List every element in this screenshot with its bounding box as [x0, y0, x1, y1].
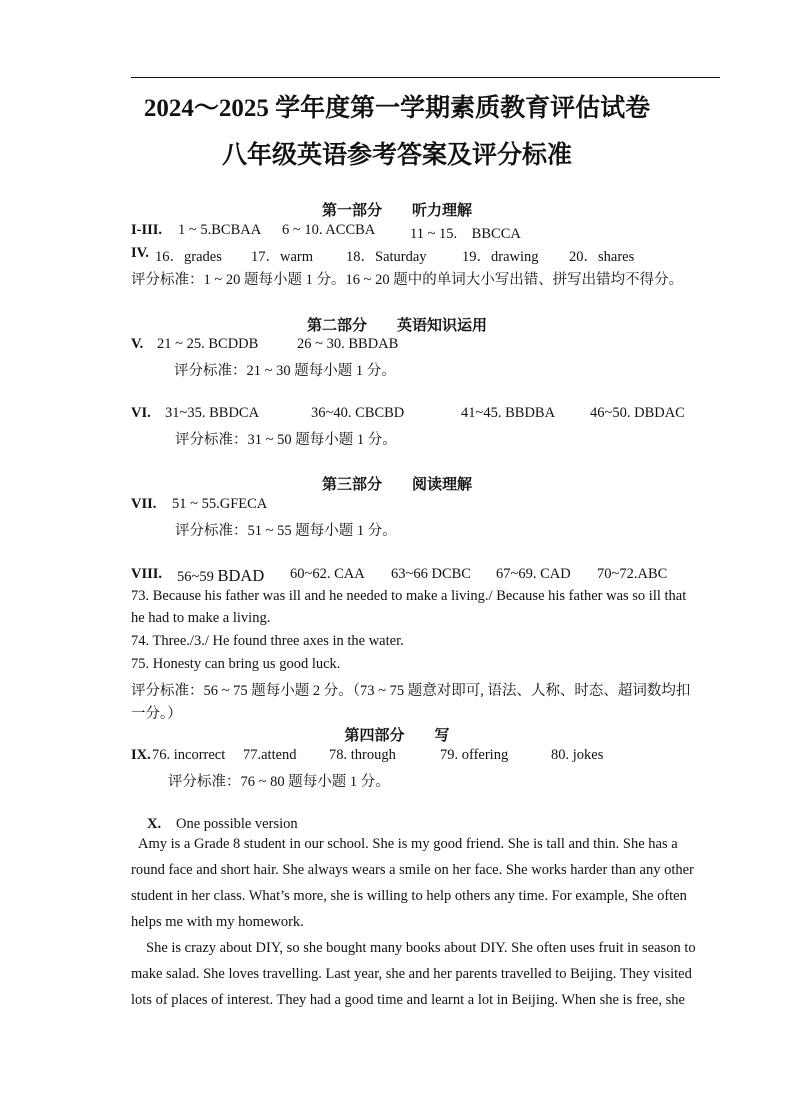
answer-group: 41~45. BBDBA: [461, 405, 556, 421]
answer-key-title: 八年级英语参考答案及评分标准: [221, 142, 572, 169]
answer-group: 70~72.ABC: [597, 566, 668, 582]
part1-heading: 第一部分 听力理解: [321, 203, 472, 219]
answer-group: 60~62. CAA: [290, 566, 365, 582]
answer-item: 20．shares: [569, 249, 635, 265]
answer-item: 19．drawing: [462, 249, 539, 265]
answer-group: 46~50. DBDAC: [590, 405, 685, 421]
answer-item: 76. incorrect: [152, 747, 226, 763]
essay-line: lots of places of interest. They had a good time and learnt a lot in Beijing. When she is free, she: [131, 992, 685, 1008]
answer-group: 67~69. CAD: [496, 566, 571, 582]
section-label: VIII.: [131, 566, 163, 582]
answer-item: 79. offering: [440, 747, 509, 763]
answer-item: 80. jokes: [551, 747, 604, 763]
answer-group: 31~35. BBDCA: [165, 405, 260, 421]
answer-group: 21 ~ 25. BCDDB: [157, 336, 259, 352]
answer-item: 16．grades: [155, 249, 222, 265]
section-label: I-III.: [131, 222, 163, 238]
section-label: VI.: [131, 405, 151, 421]
scoring-criteria: 评分标准：56 ~ 75 题每小题 2 分。（73 ~ 75 题意对即可, 语法、人称、时态、超词数均扣: [131, 683, 691, 699]
answer-range: 56~59: [177, 569, 218, 585]
answer-group: 63~66 DCBC: [391, 566, 471, 582]
answer-73-continued: he had to make a living.: [131, 610, 271, 626]
section-label: IX.: [131, 747, 151, 763]
essay-line: helps me with my homework.: [131, 914, 304, 930]
part3-heading: 第三部分 阅读理解: [321, 477, 472, 493]
section-label: X.: [147, 816, 162, 832]
answer-item: 18．Saturday: [346, 249, 427, 265]
answer-group: [177, 566, 264, 586]
answer-item: 78. through: [329, 747, 396, 763]
essay-line: student in her class. What’s more, she is willing to help others any time. For example, She often: [131, 888, 687, 904]
essay-line: round face and short hair. She always wears a smile on her face. She works harder than any other: [131, 862, 694, 878]
answer-group: 51 ~ 55.GFECA: [172, 496, 268, 512]
scoring-criteria: 评分标准：21 ~ 30 题每小题 1 分。: [174, 363, 396, 379]
section-label: VII.: [131, 496, 157, 512]
exam-title: 2024～2025 学年度第一学期素质教育评估试卷: [143, 95, 651, 122]
answer-group: 6 ~ 10. ACCBA: [282, 222, 376, 238]
header-rule: [131, 77, 720, 78]
part2-heading: 第二部分 英语知识运用: [306, 318, 487, 334]
essay-line: make salad. She loves travelling. Last year, she and her parents travelled to Beijing. They visited: [131, 966, 692, 982]
part4-heading: 第四部分 写: [344, 728, 450, 744]
answer-75: 75. Honesty can bring us good luck.: [131, 656, 341, 672]
section-label: IV.: [131, 245, 149, 261]
answer-74: 74. Three./3./ He found three axes in the water.: [131, 633, 404, 649]
answer-item: 17．warm: [251, 249, 314, 265]
answer-letters: BDAD: [217, 566, 265, 585]
scoring-criteria: 评分标准：51 ~ 55 题每小题 1 分。: [175, 523, 397, 539]
answer-group: 36~40. CBCBD: [311, 405, 405, 421]
scoring-criteria: 评分标准：31 ~ 50 题每小题 1 分。: [175, 432, 397, 448]
scoring-criteria: 评分标准：76 ~ 80 题每小题 1 分。: [168, 774, 390, 790]
answer-73: 73. Because his father was ill and he needed to make a living./ Because his father was so ill that: [131, 588, 687, 604]
answer-group: 1 ~ 5.BCBAA: [178, 222, 262, 238]
scoring-criteria: 评分标准：1 ~ 20 题每小题 1 分。16 ~ 20 题中的单词大小写出错、拼写出错均不得分。: [131, 272, 684, 288]
answer-group: 11 ~ 15. BBCCA: [410, 226, 521, 242]
scoring-criteria-continued: 一分。）: [131, 706, 182, 722]
sample-essay-heading: One possible version: [176, 816, 298, 832]
section-label: V.: [131, 336, 144, 352]
answer-group: 26 ~ 30. BBDAB: [297, 336, 399, 352]
answer-item: 77.attend: [243, 747, 297, 763]
essay-line: She is crazy about DIY, so she bought many books about DIY. She often uses fruit in season to: [146, 940, 696, 956]
essay-line: Amy is a Grade 8 student in our school. She is my good friend. She is tall and thin. She has a: [138, 836, 678, 852]
